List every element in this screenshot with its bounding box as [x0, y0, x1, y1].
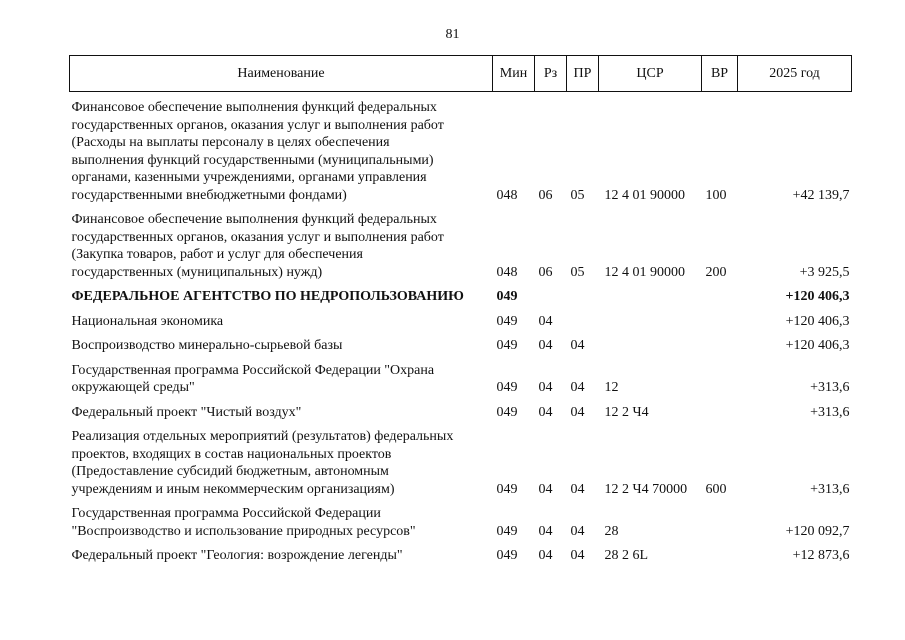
row-amount: +120 406,3: [785, 289, 850, 304]
row-pr: [567, 306, 599, 331]
row-csr: 28: [604, 523, 619, 539]
header-name: Наименование: [70, 56, 493, 92]
row-name: Финансовое обеспечение выполнения функций федеральных государственных органов, оказания услуг и выполнения работ (Закупка товаров, работ и услуг для обеспечения государственных (муниципальных) нужд): [71, 212, 444, 280]
row-min: 049: [496, 289, 518, 304]
row-vr: [702, 540, 738, 565]
row-vr: [702, 281, 738, 306]
row-amount: +313,6: [810, 481, 850, 497]
row-vr: [702, 397, 738, 422]
row-amount: +313,6: [810, 380, 850, 395]
row-pr: 04: [570, 548, 585, 563]
row-name: Реализация отдельных мероприятий (результатов) федеральных проектов, входящих в состав национальных проектов (Предоставление субсидий бюджетным, автономным учреждениям и иным некоммерческим организациям): [71, 429, 454, 497]
row-amount: +120 406,3: [785, 313, 850, 329]
header-pr: ПР: [567, 56, 599, 92]
row-name: Финансовое обеспечение выполнения функций федеральных государственных органов, оказания услуг и выполнения работ (Расходы на выплаты персоналу в целях обеспечения выполнения функций государственными (муниципальными) органами, казенными учреждениями, органами управления государственными внебюджетными фондами): [71, 100, 444, 203]
row-vr: [702, 330, 738, 355]
row-amount: +42 139,7: [792, 187, 850, 203]
row-amount: +3 925,5: [799, 264, 850, 280]
row-pr: 04: [570, 404, 585, 420]
row-vr: [702, 498, 738, 540]
row-pr: [567, 281, 599, 306]
row-vr: [702, 306, 738, 331]
row-rz: 06: [538, 264, 553, 280]
table-row: [70, 92, 852, 205]
table-row: [70, 306, 852, 331]
row-name: Национальная экономика: [71, 313, 224, 329]
row-name: ФЕДЕРАЛЬНОЕ АГЕНТСТВО ПО НЕДРОПОЛЬЗОВАНИЮ: [71, 289, 464, 304]
row-name: Государственная программа Российской Федерации "Охрана окружающей среды": [71, 362, 435, 395]
row-rz: [535, 281, 567, 306]
table-row: [70, 498, 852, 540]
row-csr: 28 2 6L: [604, 548, 649, 563]
row-csr: [599, 306, 702, 331]
row-rz: 06: [538, 187, 553, 203]
table-row: [70, 355, 852, 397]
row-vr: 100: [705, 187, 727, 203]
header-rz: Рз: [535, 56, 567, 92]
table-row: [70, 397, 852, 422]
row-pr: 04: [570, 338, 585, 353]
row-min: 049: [496, 548, 518, 563]
table-row: [70, 330, 852, 355]
row-rz: 04: [538, 523, 553, 539]
header-vr: ВР: [702, 56, 738, 92]
row-min: 049: [496, 481, 518, 497]
row-pr: 05: [570, 187, 585, 203]
row-name: Федеральный проект "Геология: возрождение легенды": [71, 548, 403, 563]
table-row: [70, 204, 852, 281]
table-header: [70, 56, 852, 92]
row-csr: 12: [604, 380, 619, 395]
row-csr: [599, 281, 702, 306]
row-vr: [702, 355, 738, 397]
row-vr: 200: [705, 264, 727, 280]
row-rz: 04: [538, 313, 553, 329]
header-min: Мин: [493, 56, 535, 92]
table-row: [70, 281, 852, 306]
row-name: Воспроизводство минерально-сырьевой базы: [71, 338, 343, 353]
row-min: 049: [496, 380, 518, 395]
budget-table: [69, 55, 852, 565]
row-rz: 04: [538, 548, 553, 563]
row-pr: 05: [570, 264, 585, 280]
row-pr: 04: [570, 481, 585, 497]
row-amount: +12 873,6: [792, 548, 850, 563]
row-csr: 12 4 01 90000: [604, 264, 685, 280]
row-csr: 12 2 Ч4: [604, 404, 649, 420]
row-csr: 12 4 01 90000: [604, 187, 685, 203]
header-year: 2025 год: [738, 56, 852, 92]
row-min: 048: [496, 187, 518, 203]
row-min: 049: [496, 313, 518, 329]
row-vr: 600: [705, 481, 727, 497]
table-row: [70, 421, 852, 498]
row-csr: [599, 330, 702, 355]
row-pr: 04: [570, 380, 585, 395]
table-row: [70, 540, 852, 565]
row-amount: +120 092,7: [785, 523, 850, 539]
row-rz: 04: [538, 404, 553, 420]
row-min: 049: [496, 523, 518, 539]
row-min: 048: [496, 264, 518, 280]
page-number: 81: [445, 27, 460, 42]
row-rz: 04: [538, 481, 553, 497]
row-amount: +120 406,3: [785, 338, 850, 353]
table-body: [70, 92, 852, 565]
row-csr: 12 2 Ч4 70000: [604, 481, 688, 497]
row-rz: 04: [538, 338, 553, 353]
row-name: Государственная программа Российской Федерации "Воспроизводство и использование природных ресурсов": [71, 506, 416, 539]
row-rz: 04: [538, 380, 553, 395]
row-min: 049: [496, 338, 518, 353]
row-name: Федеральный проект "Чистый воздух": [71, 404, 302, 420]
header-csr: ЦСР: [599, 56, 702, 92]
row-min: 049: [496, 404, 518, 420]
row-amount: +313,6: [810, 404, 850, 420]
row-pr: 04: [570, 523, 585, 539]
